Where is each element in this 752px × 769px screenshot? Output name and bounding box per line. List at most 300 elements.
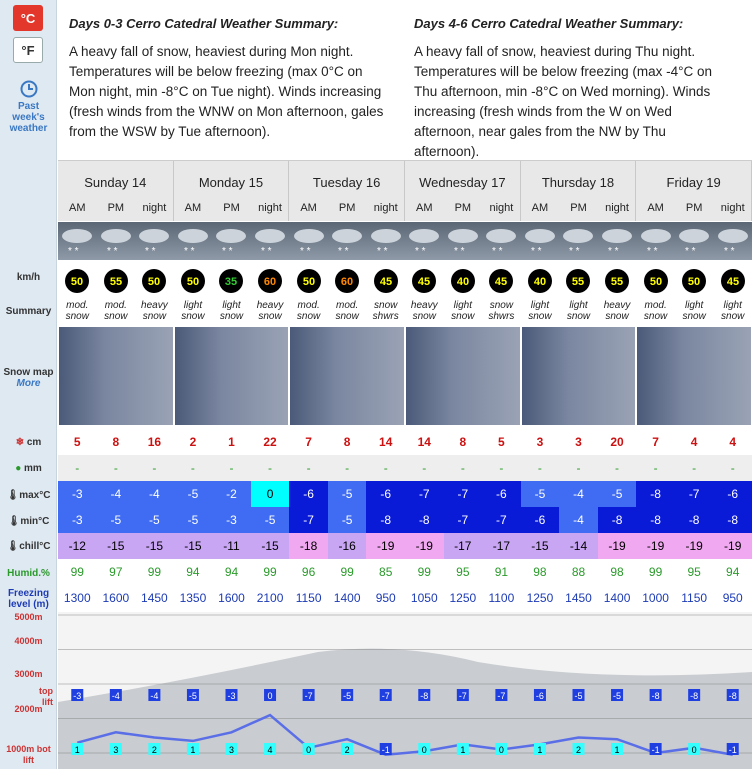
min-temp: -5 [174, 507, 213, 533]
svg-text:55: 55 [610, 276, 624, 288]
label-humid: Humid.% [7, 568, 50, 579]
summary-cell: light snow [566, 300, 591, 322]
summary-cell: mod. snow [65, 300, 89, 322]
wind-chill: -14 [559, 533, 598, 559]
freezing-level-chart [58, 612, 752, 769]
clock-icon [20, 80, 38, 98]
summary-cell: light snow [451, 300, 475, 322]
svg-text:55: 55 [572, 276, 585, 288]
summary-days-4-6 [414, 14, 734, 162]
humidity: 91 [482, 559, 521, 585]
snowmap-more-link[interactable]: More [16, 378, 41, 389]
rain-mm: - [328, 455, 367, 481]
rain-mm: - [97, 455, 136, 481]
freezing-level: 1600 [97, 585, 136, 611]
snow-map[interactable] [637, 327, 751, 425]
snowflake-icon: ❄ [15, 437, 25, 448]
time-of-day: PM [685, 202, 703, 214]
min-temp: -7 [444, 507, 483, 533]
wind-chill: -19 [713, 533, 752, 559]
svg-text:60: 60 [341, 276, 354, 288]
bot-lift-value: 1 [460, 745, 466, 755]
humidity: 94 [713, 559, 752, 585]
label-bot-lift: 1000m bot lift [6, 744, 51, 765]
label-freezing: Freezing level (m) [7, 588, 50, 610]
summary-text: A heavy fall of snow, heaviest during Thu night. Temperatures will be below freezing (max -4°C on Thu afternoon, min -8°C on Wed morning). Winds increasing (fresh winds from the W on Wed afternoon, near gales from the NW by Thu afternoon). [414, 44, 713, 159]
time-of-day: night [605, 202, 629, 214]
top-lift-value: -4 [150, 691, 159, 701]
weather-icon [482, 222, 521, 260]
humidity: 85 [366, 559, 405, 585]
min-temp: -3 [58, 507, 97, 533]
top-lift-value: -6 [535, 691, 544, 701]
svg-text:60: 60 [263, 276, 277, 288]
snow-cm: 7 [289, 429, 328, 455]
svg-text:* *: * * [569, 246, 581, 257]
freezing-level: 1350 [174, 585, 213, 611]
svg-text:40: 40 [456, 276, 469, 288]
svg-text:* *: * * [183, 246, 195, 257]
snow-cm: 4 [675, 429, 714, 455]
rain-mm: - [58, 455, 97, 481]
bot-lift-value: 2 [151, 745, 157, 755]
weather-icon [212, 222, 251, 260]
wind-badge [521, 266, 560, 296]
svg-text:* *: * * [299, 246, 311, 257]
svg-text:50: 50 [302, 276, 315, 288]
freezing-level: 950 [366, 585, 405, 611]
humidity: 98 [598, 559, 637, 585]
weather-icon [405, 222, 444, 260]
svg-text:* *: * * [453, 246, 465, 257]
humidity: 99 [58, 559, 97, 585]
rain-mm: - [598, 455, 637, 481]
wind-badge [58, 266, 97, 296]
bot-lift-value: 1 [190, 745, 196, 755]
humidity: 99 [251, 559, 290, 585]
snow-cm: 20 [598, 429, 637, 455]
top-lift-value: -5 [613, 691, 622, 701]
bot-lift-value: -1 [381, 745, 390, 755]
weather-icon [598, 222, 637, 260]
max-temp: -6 [713, 481, 752, 507]
rain-mm: - [135, 455, 174, 481]
rain-mm: - [482, 455, 521, 481]
thermometer-icon: 🌡 [7, 516, 21, 527]
weather-icon [251, 222, 290, 260]
wind-chill: -15 [174, 533, 213, 559]
max-temp: -6 [289, 481, 328, 507]
left-panel [0, 0, 57, 769]
svg-text:50: 50 [71, 276, 84, 288]
summary-cell: light snow [219, 300, 244, 322]
svg-text:50: 50 [186, 276, 200, 288]
snow-cm: 3 [559, 429, 598, 455]
label-cm: ❄ cm [15, 437, 42, 448]
day-name: Friday 19 [666, 175, 721, 190]
weather-icon [521, 222, 560, 260]
humidity: 99 [405, 559, 444, 585]
max-temp: -4 [559, 481, 598, 507]
time-of-day: AM [647, 202, 664, 214]
min-temp: -3 [212, 507, 251, 533]
day-name: Monday 15 [198, 175, 264, 190]
rain-mm: - [444, 455, 483, 481]
label-min: 🌡min°C [7, 516, 50, 527]
time-of-day: PM [570, 202, 587, 214]
wind-badge [675, 266, 714, 296]
top-lift-value: -8 [690, 691, 699, 701]
time-of-day: AM [300, 202, 317, 214]
min-temp: -7 [482, 507, 521, 533]
summary-cell: heavy snow [256, 300, 284, 322]
weather-icon [444, 222, 483, 260]
label-chill: 🌡chill°C [6, 541, 51, 552]
min-temp: -8 [675, 507, 714, 533]
top-lift-value: -4 [111, 691, 120, 701]
freezing-level: 1000 [636, 585, 675, 611]
day-name: Wednesday 17 [419, 175, 506, 190]
max-temp: -8 [636, 481, 675, 507]
bot-lift-value: 1 [614, 745, 620, 755]
wind-chill: -16 [328, 533, 367, 559]
wind-badge [559, 266, 598, 296]
snow-cm: 4 [713, 429, 752, 455]
max-temp: -3 [58, 481, 97, 507]
summary-cell: snow shwrs [372, 300, 399, 322]
max-temp: 0 [251, 481, 290, 507]
wind-badge [444, 266, 483, 296]
time-of-day: night [142, 202, 167, 214]
time-of-day: AM [69, 202, 86, 214]
min-temp: -8 [366, 507, 405, 533]
time-of-day: AM [531, 202, 549, 214]
max-temp: -7 [444, 481, 483, 507]
snow-cm: 5 [482, 429, 521, 455]
min-temp: -8 [636, 507, 675, 533]
humidity: 95 [675, 559, 714, 585]
rain-mm: - [713, 455, 752, 481]
max-temp: -4 [97, 481, 136, 507]
summary-cell: mod. snow [104, 300, 128, 322]
svg-text:* *: * * [145, 246, 156, 257]
time-of-day: PM [107, 202, 125, 214]
min-temp: -4 [559, 507, 598, 533]
min-temp: -8 [713, 507, 752, 533]
snow-map[interactable] [406, 327, 520, 425]
wind-badge [598, 266, 637, 296]
wind-chill: -17 [482, 533, 521, 559]
bot-lift-value: 3 [228, 745, 235, 755]
snow-cm: 22 [251, 429, 290, 455]
svg-text:45: 45 [726, 276, 739, 288]
thermometer-icon: 🌡 [6, 541, 20, 552]
thermometer-icon: 🌡 [6, 490, 20, 501]
label-summary: Summary [5, 306, 52, 317]
label-2000m: 2000m [14, 704, 43, 714]
bot-lift-value: 4 [267, 745, 273, 755]
wind-chill: -19 [366, 533, 405, 559]
weather-icon [713, 222, 752, 260]
humidity: 94 [212, 559, 251, 585]
time-of-day: AM [416, 202, 433, 214]
svg-text:* *: * * [415, 246, 426, 257]
snow-cm: 1 [212, 429, 251, 455]
wind-badge [405, 266, 444, 296]
past-weather-link[interactable] [0, 80, 57, 134]
freezing-level: 1400 [598, 585, 637, 611]
top-lift-value: -7 [381, 691, 390, 701]
weather-icon [58, 222, 97, 260]
summary-cell: mod. snow [296, 300, 321, 322]
bot-lift-value: 2 [575, 745, 582, 755]
time-of-day: PM [454, 202, 472, 214]
weather-summary [58, 0, 752, 161]
summary-cell: light snow [528, 300, 552, 322]
wind-chill: -15 [251, 533, 290, 559]
summary-title: Days 4-6 Cerro Catedral Weather Summary: [414, 16, 684, 31]
svg-text:* *: * * [685, 246, 696, 257]
summary-cell: mod. snow [643, 300, 668, 322]
summary-cell: mod. snow [335, 300, 359, 322]
summary-cell: light snow [181, 300, 205, 322]
humidity: 98 [521, 559, 560, 585]
snow-cm: 2 [174, 429, 213, 455]
label-mm: ● mm [15, 463, 42, 474]
bot-lift-value: 0 [691, 745, 697, 755]
bot-lift-value: -1 [728, 745, 737, 755]
humidity: 99 [636, 559, 675, 585]
svg-text:45: 45 [418, 276, 431, 288]
max-temp: -7 [405, 481, 444, 507]
day-name: Tuesday 16 [312, 175, 381, 190]
wind-chill: -17 [444, 533, 483, 559]
top-lift-value: -7 [497, 691, 506, 701]
snow-cm: 16 [135, 429, 174, 455]
freezing-level: 1400 [328, 585, 367, 611]
bot-lift-value: 0 [421, 745, 427, 755]
snow-cm: 8 [444, 429, 483, 455]
svg-text:* *: * * [68, 246, 79, 257]
summary-cell: heavy snow [141, 300, 168, 322]
time-of-day: night [489, 202, 514, 214]
snow-map[interactable] [522, 327, 636, 425]
summary-cell: heavy snow [410, 300, 438, 322]
past-weather-label: Past week's weather [9, 101, 48, 134]
label-top-lift: top lift [39, 686, 53, 707]
humidity: 94 [174, 559, 213, 585]
wind-chill: -19 [405, 533, 444, 559]
fahrenheit-button[interactable]: °F [13, 37, 43, 63]
time-of-day: night [258, 202, 282, 214]
freezing-level: 1300 [58, 585, 97, 611]
svg-text:* *: * * [338, 246, 349, 257]
freezing-level: 1250 [521, 585, 560, 611]
top-lift-value: -5 [343, 691, 352, 701]
freezing-level: 1100 [482, 585, 521, 611]
wind-chill: -19 [675, 533, 714, 559]
humidity: 99 [328, 559, 367, 585]
top-lift-value: -3 [227, 691, 236, 701]
snow-map[interactable] [175, 327, 289, 425]
wind-badge [636, 266, 675, 296]
min-temp: -8 [405, 507, 444, 533]
snow-cm: 8 [328, 429, 367, 455]
humidity: 88 [559, 559, 598, 585]
snow-cm: 14 [366, 429, 405, 455]
snow-cm: 14 [405, 429, 444, 455]
label-5000m: 5000m [14, 612, 43, 622]
svg-text:50: 50 [148, 276, 161, 288]
rain-mm: - [174, 455, 213, 481]
min-temp: -6 [521, 507, 560, 533]
svg-text:* *: * * [646, 246, 658, 257]
svg-text:35: 35 [225, 276, 238, 288]
weather-icon [174, 222, 213, 260]
weather-icon [289, 222, 328, 260]
weather-icon [135, 222, 174, 260]
top-lift-value: -8 [728, 691, 737, 701]
svg-text:* *: * * [608, 246, 619, 257]
rain-mm: - [212, 455, 251, 481]
label-3000m: 3000m [14, 669, 43, 679]
freezing-level: 1450 [559, 585, 598, 611]
wind-badge [482, 266, 521, 296]
day-name: Thursday 18 [541, 175, 615, 190]
label-snowmap: Snow map [3, 367, 54, 378]
wind-badge [212, 266, 251, 296]
rain-mm: - [289, 455, 328, 481]
humidity: 99 [135, 559, 174, 585]
wind-badge [328, 266, 367, 296]
time-of-day: PM [223, 202, 240, 214]
weather-icon [636, 222, 675, 260]
summary-days-0-3 [69, 14, 389, 142]
time-of-day: PM [338, 202, 356, 214]
rain-mm: - [521, 455, 560, 481]
rain-mm: - [675, 455, 714, 481]
bot-lift-value: 3 [113, 745, 119, 755]
freezing-level: 1600 [212, 585, 251, 611]
label-kmh: km/h [16, 272, 41, 283]
svg-text:* *: * * [492, 246, 503, 257]
bot-lift-value: 0 [498, 745, 504, 755]
humidity: 96 [289, 559, 328, 585]
svg-text:40: 40 [533, 276, 547, 288]
bot-lift-value: 2 [344, 745, 350, 755]
snow-cm: 5 [58, 429, 97, 455]
bot-lift-value: 1 [74, 745, 80, 755]
wind-chill: -11 [212, 533, 251, 559]
wind-chill: -12 [58, 533, 97, 559]
freezing-level: 1450 [135, 585, 174, 611]
time-of-day: AM [184, 202, 202, 214]
max-temp: -2 [212, 481, 251, 507]
bot-lift-value: -1 [651, 745, 660, 755]
top-lift-value: -5 [188, 691, 197, 701]
max-temp: -5 [174, 481, 213, 507]
max-temp: -6 [482, 481, 521, 507]
max-temp: -5 [598, 481, 637, 507]
summary-text: A heavy fall of snow, heaviest during Mon night. Temperatures will be below freezing (max 0°C on Mon night, min -8°C on Tue night). Winds increasing (fresh winds from the WNW on Mon afternoon, gales from the WSW by Tue afternoon). [69, 44, 384, 139]
top-lift-value: -3 [73, 691, 82, 701]
wind-badge [251, 266, 290, 296]
wind-badge [366, 266, 405, 296]
snow-cm: 7 [636, 429, 675, 455]
time-of-day: night [373, 202, 398, 214]
weather-icon [675, 222, 714, 260]
snow-map[interactable] [290, 327, 404, 425]
weather-icon [366, 222, 405, 260]
freezing-level: 1050 [405, 585, 444, 611]
svg-text:* *: * * [261, 246, 272, 257]
svg-text:45: 45 [379, 276, 392, 288]
rain-mm: - [559, 455, 598, 481]
top-lift-value: -7 [458, 691, 467, 701]
freezing-level: 1150 [289, 585, 328, 611]
svg-text:* *: * * [530, 246, 542, 257]
label-4000m: 4000m [14, 636, 43, 646]
svg-text:* *: * * [222, 246, 234, 257]
snow-cm: 8 [97, 429, 136, 455]
weather-icon [97, 222, 136, 260]
svg-text:* *: * * [376, 246, 388, 257]
min-temp: -8 [598, 507, 637, 533]
svg-text:55: 55 [109, 276, 122, 288]
wind-chill: -15 [521, 533, 560, 559]
svg-text:50: 50 [688, 276, 701, 288]
wind-chill: -18 [289, 533, 328, 559]
summary-cell: light snow [682, 300, 706, 322]
summary-title: Days 0-3 Cerro Catedral Weather Summary: [69, 16, 339, 31]
wind-chill: -19 [598, 533, 637, 559]
snow-map[interactable] [59, 327, 173, 425]
wind-badge [289, 266, 328, 296]
top-lift-value: -8 [651, 691, 660, 701]
rain-mm: - [366, 455, 405, 481]
celsius-button[interactable]: °C [13, 5, 43, 31]
rain-mm: - [636, 455, 675, 481]
top-lift-value: -5 [574, 691, 583, 701]
min-temp: -5 [97, 507, 136, 533]
svg-text:* *: * * [106, 246, 118, 257]
raindrop-icon: ● [15, 463, 22, 474]
min-temp: -5 [135, 507, 174, 533]
wind-badge [135, 266, 174, 296]
wind-chill: -19 [636, 533, 675, 559]
min-temp: -7 [289, 507, 328, 533]
max-temp: -5 [521, 481, 560, 507]
weather-icon [328, 222, 367, 260]
freezing-level: 950 [713, 585, 752, 611]
weather-icon [559, 222, 598, 260]
bot-lift-value: 0 [306, 745, 312, 755]
max-temp: -7 [675, 481, 714, 507]
wind-badge [713, 266, 752, 296]
max-temp: -4 [135, 481, 174, 507]
freezing-level: 1250 [444, 585, 483, 611]
summary-cell: snow shwrs [488, 300, 515, 322]
rain-mm: - [251, 455, 290, 481]
wind-badge [97, 266, 136, 296]
wind-badge [174, 266, 213, 296]
top-lift-value: -7 [304, 691, 313, 701]
day-name: Sunday 14 [84, 175, 147, 190]
time-of-day: night [720, 202, 745, 214]
max-temp: -5 [328, 481, 367, 507]
svg-text:* *: * * [723, 246, 735, 257]
summary-cell: heavy snow [603, 300, 631, 322]
